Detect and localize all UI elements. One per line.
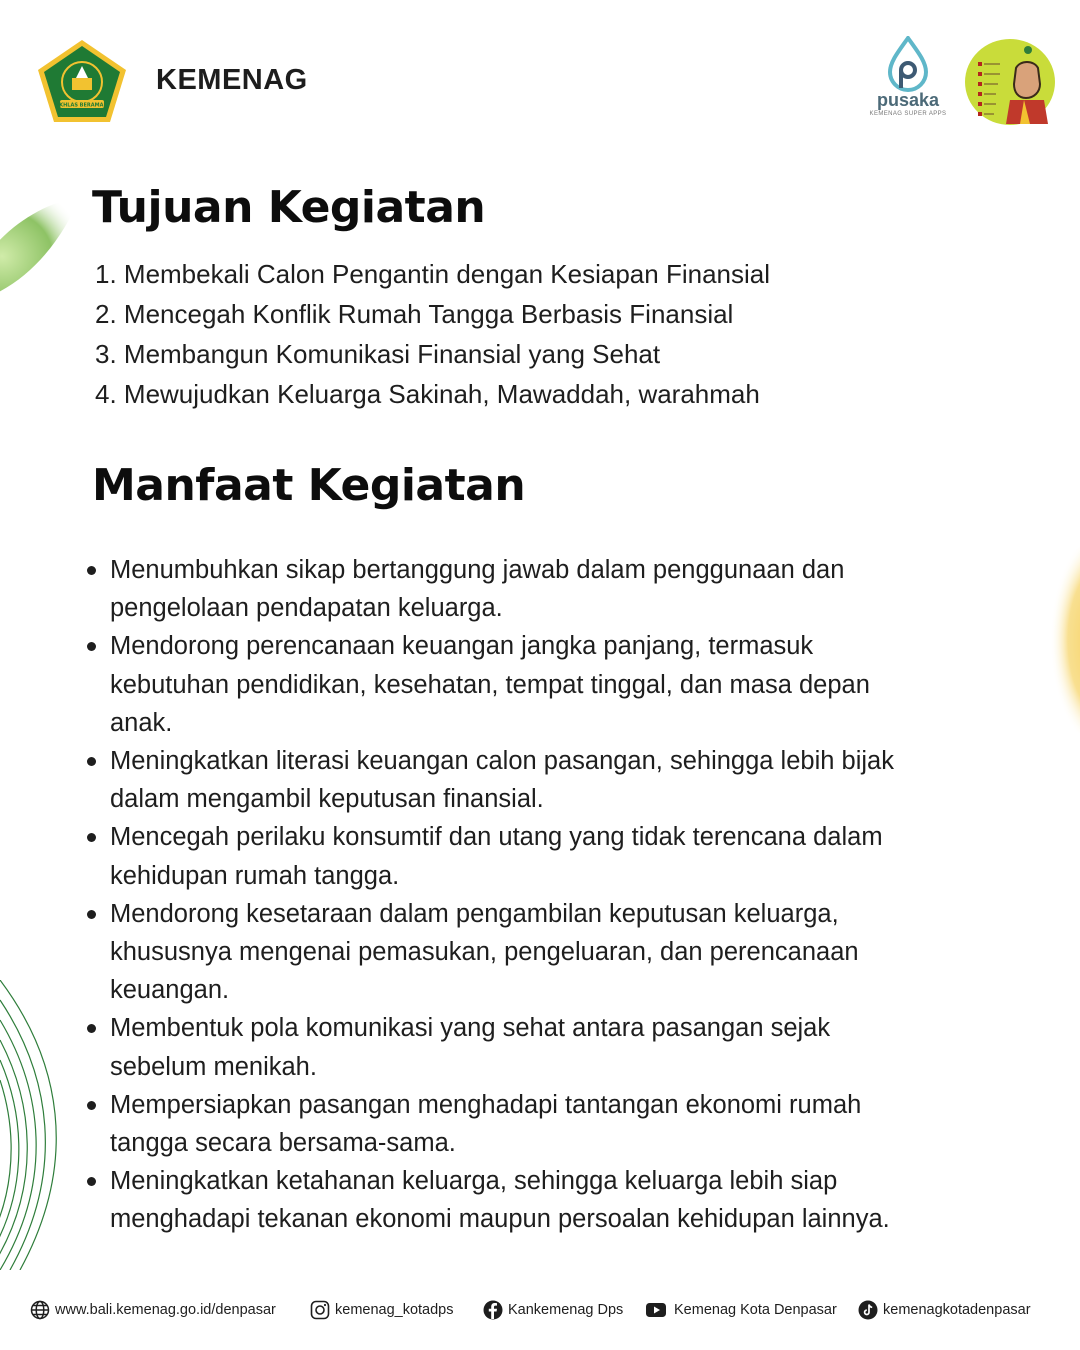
list-item: 1. Membekali Calon Pengantin dengan Kesiapan Finansial [95, 259, 770, 289]
gold-leaf-decoration [1010, 540, 1080, 740]
bullet-icon [87, 833, 96, 842]
social-footer [30, 1298, 1060, 1322]
list-item-text: Mempersiapkan pasangan menghadapi tantangan ekonomi rumah tangga secara bersama-sama. [110, 1090, 862, 1158]
footer-instagram-link[interactable] [310, 1298, 454, 1322]
list-item [84, 895, 924, 1010]
list-item-text: Membentuk pola komunikasi yang sehat antara pasangan sejak sebelum menikah. [110, 1014, 831, 1081]
goals-list [95, 254, 975, 414]
pusaka-app-logo [868, 36, 948, 128]
tiktok-icon [858, 1300, 878, 1320]
list-item-text: Meningkatkan literasi keuangan calon pasangan, sehingga lebih bijak dalam mengambil keputusan finansial. [110, 747, 894, 814]
pusaka-drop-icon [888, 36, 928, 92]
emblem-ribbon-text: IKHLAS BERAMAL [57, 102, 107, 109]
footer-instagram-text: kemenag_kotadps [335, 1302, 454, 1318]
list-item: 3. Membangun Komunikasi Finansial yang Sehat [95, 339, 661, 369]
pusaka-tagline: KEMENAG SUPER APPS [869, 111, 947, 117]
list-item [84, 627, 924, 742]
list-item [84, 1009, 924, 1085]
benefits-list [84, 551, 924, 1239]
section-title-manfaat: Manfaat Kegiatan [92, 460, 526, 511]
bullet-icon [87, 910, 96, 919]
curved-lines-decoration [0, 980, 80, 1270]
list-item [84, 551, 924, 627]
list-item-text: Menumbuhkan sikap bertanggung jawab dalam penggunaan dan pengelolaan pendapatan keluarga. [110, 556, 845, 623]
bullet-icon [87, 1024, 96, 1033]
list-item-text: Mendorong perencanaan keuangan jangka panjang, termasuk kebutuhan pendidikan, kesehatan, tempat tinggal, dan masa depan anak. [110, 632, 870, 737]
footer-youtube-link[interactable] [643, 1298, 837, 1322]
list-item [84, 742, 924, 818]
section-title-tujuan: Tujuan Kegiatan [92, 182, 486, 233]
green-leaf-decoration [0, 185, 85, 315]
list-item [84, 818, 924, 894]
bullet-icon [87, 1177, 96, 1186]
globe-icon [30, 1300, 50, 1320]
list-item [84, 1162, 924, 1238]
footer-facebook-link[interactable] [483, 1298, 623, 1322]
list-item-text: Mendorong kesetaraan dalam pengambilan keputusan keluarga, khususnya mengenai pemasukan, pengeluaran, dan perencanaan keuangan. [110, 899, 859, 1005]
list-item-text: Meningkatkan ketahanan keluarga, sehingga keluarga lebih siap menghadapi tekanan ekonomi maupun persoalan kehidupan lainnya. [110, 1167, 890, 1234]
footer-facebook-text: Kankemenag Dps [508, 1302, 624, 1318]
facebook-icon [483, 1300, 503, 1320]
instagram-icon [310, 1300, 330, 1320]
brand-name: KEMENAG [156, 64, 308, 96]
footer-tiktok-link[interactable] [858, 1298, 1031, 1322]
list-item: 2. Mencegah Konflik Rumah Tangga Berbasis Finansial [95, 299, 734, 329]
bullet-icon [87, 1101, 96, 1110]
footer-website-text: www.bali.kemenag.go.id/denpasar [55, 1302, 276, 1318]
youtube-icon [643, 1300, 669, 1320]
footer-website-link[interactable] [30, 1298, 276, 1322]
kemenag-emblem-logo [36, 38, 128, 124]
satu-hati-badge-logo [964, 38, 1056, 126]
footer-youtube-text: Kemenag Kota Denpasar [674, 1302, 837, 1318]
bullet-icon [87, 642, 96, 651]
list-item: 4. Mewujudkan Keluarga Sakinah, Mawaddah, warahmah [95, 379, 760, 409]
bullet-icon [87, 757, 96, 766]
footer-tiktok-text: kemenagkotadenpasar [883, 1302, 1031, 1318]
list-item [84, 1086, 924, 1162]
bullet-icon [87, 566, 96, 575]
pusaka-name: pusaka [876, 90, 940, 110]
list-item-text: Mencegah perilaku konsumtif dan utang yang tidak terencana dalam kehidupan rumah tangga. [110, 823, 883, 890]
